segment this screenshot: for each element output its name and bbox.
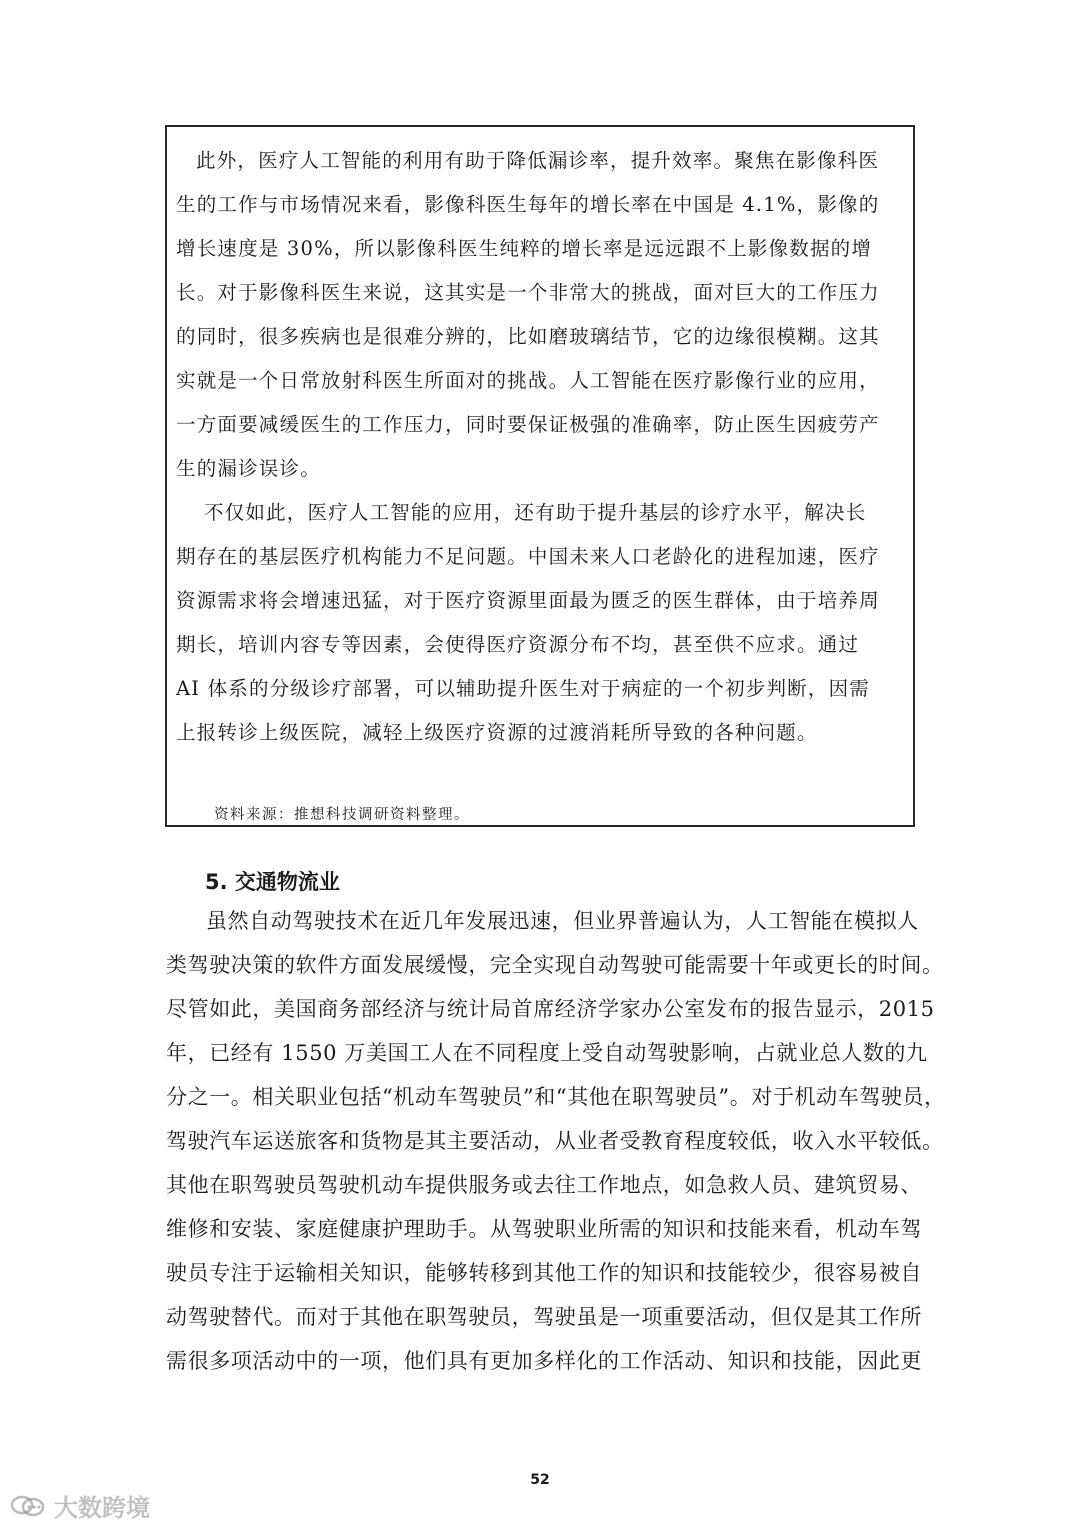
watermark-text: 大数跨境 <box>54 1494 150 1522</box>
body-line: 类驾驶决策的软件方面发展缓慢，完全实现自动驾驶可能需要十年或更长的时间。 <box>166 953 944 977</box>
body-line: 虽然自动驾驶技术在近几年发展迅速，但业界普遍认为，人工智能在模拟人 <box>206 909 919 933</box>
box-paragraph-line: 生的漏诊误诊。 <box>176 457 321 480</box>
body-line: 动驾驶替代。而对于其他在职驾驶员，驾驶虽是一项重要活动，但仅是其工作所 <box>166 1305 922 1329</box>
box-paragraph-line: AI 体系的分级诊疗部署，可以辅助提升医生对于病症的一个初步判断，因需 <box>176 677 870 700</box>
body-line: 年，已经有 1550 万美国工人在不同程度上受自动驾驶影响，占就业总人数的九 <box>166 1041 928 1065</box>
chat-bubbles-icon <box>10 1493 46 1519</box>
box-paragraph-line: 期存在的基层医疗机构能力不足问题。中国未来人口老龄化的进程加速，医疗 <box>176 545 880 568</box>
box-paragraph-line: 此外，医疗人工智能的利用有助于降低漏诊率，提升效率。聚焦在影像科医 <box>196 149 880 172</box>
watermark <box>10 1488 150 1523</box>
body-line: 需很多项活动中的一项，他们具有更加多样化的工作活动、知识和技能，因此更 <box>166 1349 922 1373</box>
source-note: 资料来源：推想科技调研资料整理。 <box>214 807 470 823</box>
body-line: 驾驶汽车运送旅客和货物是其主要活动，从业者受教育程度较低，收入水平较低。 <box>166 1129 944 1153</box>
box-paragraph-line: 资源需求将会增速迅猛，对于医疗资源里面最为匮乏的医生群体，由于培养周 <box>176 589 880 612</box>
box-paragraph-line: 生的工作与市场情况来看，影像科医生每年的增长率在中国是 4.1%，影像的 <box>176 193 880 216</box>
box-paragraph-line: 期长，培训内容专等因素，会使得医疗资源分布不均，甚至供不应求。通过 <box>176 633 860 656</box>
body-line: 尽管如此，美国商务部经济与统计局首席经济学家办公室发布的报告显示，2015 <box>166 997 935 1021</box>
box-paragraph-line: 增长速度是 30%，所以影像科医生纯粹的增长率是远远跟不上影像数据的增 <box>176 237 873 260</box>
body-line: 其他在职驾驶员驾驶机动车提供服务或去往工作地点，如急救人员、建筑贸易、 <box>166 1173 922 1197</box>
box-paragraph-line: 一方面要减缓医生的工作压力，同时要保证极强的准确率，防止医生因疲劳产 <box>176 413 880 436</box>
page-number: 52 <box>530 1472 550 1488</box>
box-paragraph-line: 长。对于影像科医生来说，这其实是一个非常大的挑战，面对巨大的工作压力 <box>176 281 880 304</box>
box-paragraph-line: 不仅如此，医疗人工智能的应用，还有助于提升基层的诊疗水平，解决长 <box>204 501 867 524</box>
body-line: 维修和安装、家庭健康护理助手。从驾驶职业所需的知识和技能来看，机动车驾 <box>166 1217 922 1241</box>
body-line: 驶员专注于运输相关知识，能够转移到其他工作的知识和技能较少，很容易被自 <box>166 1261 922 1285</box>
box-paragraph-line: 实就是一个日常放射科医生所面对的挑战。人工智能在医疗影像行业的应用， <box>176 369 880 392</box>
body-line: 分之一。相关职业包括“机动车驾驶员”和“其他在职驾驶员”。对于机动车驾驶员， <box>166 1085 946 1109</box>
section-heading: 5. 交通物流业 <box>205 870 340 894</box>
box-paragraph-line: 的同时，很多疾病也是很难分辨的，比如磨玻璃结节，它的边缘很模糊。这其 <box>176 325 880 348</box>
box-paragraph-line: 上报转诊上级医院，减轻上级医疗资源的过渡消耗所导致的各种问题。 <box>176 721 818 744</box>
